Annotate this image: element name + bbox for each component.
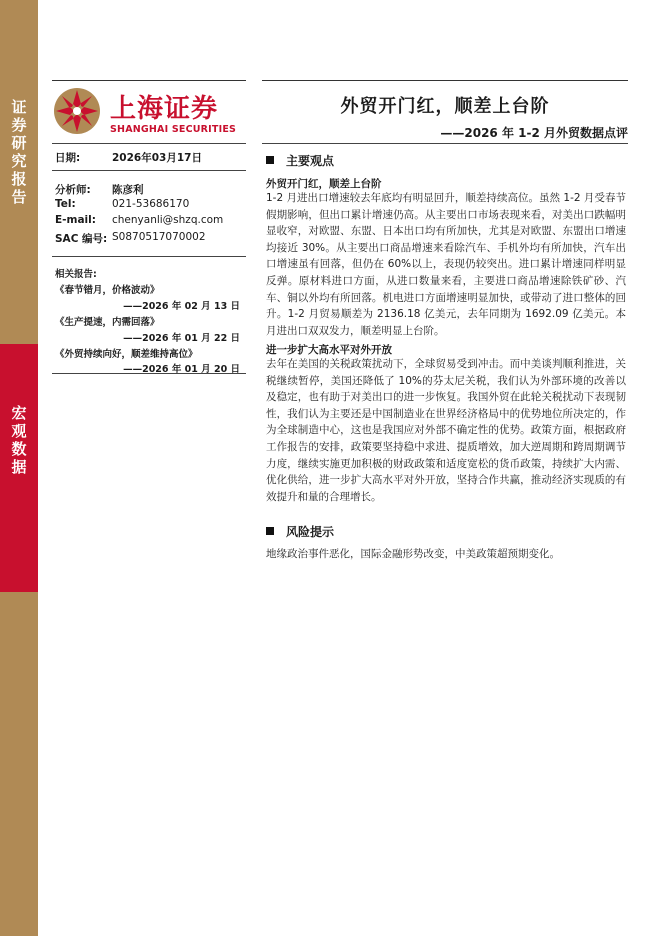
paragraph-risk: 地缘政治事件恶化，国际金融形势改变，中美政策超预期变化。 [266,548,560,560]
sidebar-report-type-label: 证 券 研 究 报 告 [11,98,27,206]
tel-value: 021-53686170 [112,198,190,210]
analyst-value: 陈彦利 [112,184,144,196]
date-underline [52,170,246,171]
paragraph-trade: 1-2 月进出口增速较去年底均有明显回升，顺差持续高位。虽然 1-2 月受春节假期影响，但出口累计增速仍高。从主要出口市场表现来看，对美出口跌幅明显收窄，对欧盟、东盟、日本出口均有所加快，尤其是对欧盟、东盟出口增速均接近 30%。从主要出口商品增速来看除汽车、手机外均有所加快，汽车出口增速虽有回落，但仍在 60%以上，表现仍较突出。进口累计增速同样明显反弹。原材料进口方面，从进口数量来看，主要进口商品增速除铁矿砂、汽车、铜以外均有所回落。机电进口方面增速明显加快，或带动了进口整体的回升。1-2 月贸易顺差为 2136.18 亿美元，去年同期为 1692.09 亿美元。本月进出口双双发力，顺差明显上台阶。 [266,192,626,337]
related-report-date: ——2026 年 02 月 13 日 [123,301,240,312]
title-underline [262,143,628,144]
date-label: 日期: [55,152,81,164]
risk-heading: 风险提示 [266,523,334,540]
bullet-square-icon [266,527,274,535]
email-row [55,214,224,226]
paragraph-opening: 去年在美国的关税政策扰动下，全球贸易受到冲击。而中美谈判顺利推进，关税继续暂停，美国还降低了 10%的芬太尼关税，我们认为外部环境的改善以及稳定，也有助于对美出口的进一步恢复。我国外贸在此轮关税扰动下表现韧性，我们认为主要还是中国制造业在世界经济格局中的优势地位所决定的，作为全球制造中心，这也是我国应对外部不确定性的优势。政策方面，根据政府工作报告的安排，政策要坚持稳中求进、提质增效，加大逆周期和跨周期调节力度，继续实施更加积极的财政政策和适度宽松的货币政策，持续扩大内需、优化供给，进一步扩大高水平对外开放，坚持合作共赢，推动经济实现质的有效提升和量的合理增长。 [266,358,626,503]
analyst-row [55,182,144,197]
date-row [55,150,202,165]
subheading-trade: 外贸开门红，顺差上台阶 [266,178,382,190]
header-rule-left [52,80,246,81]
related-report-name[interactable]: 《生产提速，内需回落》 [55,317,160,328]
sac-row [55,231,206,246]
tel-row [55,198,190,210]
related-report-date: ——2026 年 01 月 20 日 [123,364,240,375]
logo-underline [52,143,246,144]
date-value: 2026年03月17日 [112,152,202,164]
main-points-heading: 主要观点 [266,152,334,169]
report-title: 外贸开门红，顺差上台阶 [340,96,550,117]
subheading-opening: 进一步扩大高水平对外开放 [266,344,392,356]
report-subtitle: ——2026 年 1-2 月外贸数据点评 [440,126,628,140]
sac-label: SAC 编号: [55,233,108,245]
analyst-underline [52,256,246,257]
bullet-square-icon [266,156,274,164]
logo-name-cn: 上海证券 [110,94,219,124]
sac-value: S0870517070002 [112,231,206,243]
logo-emblem-icon [52,86,102,136]
header-rule-right [262,80,628,81]
company-logo [52,84,242,140]
email-value[interactable]: chenyanli@shzq.com [112,214,224,226]
related-report-name[interactable]: 《外贸持续向好，顺差维持高位》 [55,349,198,360]
related-reports-title: 相关报告: [55,269,97,280]
email-label: E-mail: [55,214,96,226]
tel-label: Tel: [55,198,76,210]
related-report-name[interactable]: 《春节错月，价格波动》 [55,285,160,296]
logo-name-en: SHANGHAI SECURITIES [110,124,237,135]
analyst-label: 分析师: [55,184,91,196]
related-report-date: ——2026 年 01 月 22 日 [123,333,240,344]
sidebar-section-label: 宏 观 数 据 [11,404,27,476]
